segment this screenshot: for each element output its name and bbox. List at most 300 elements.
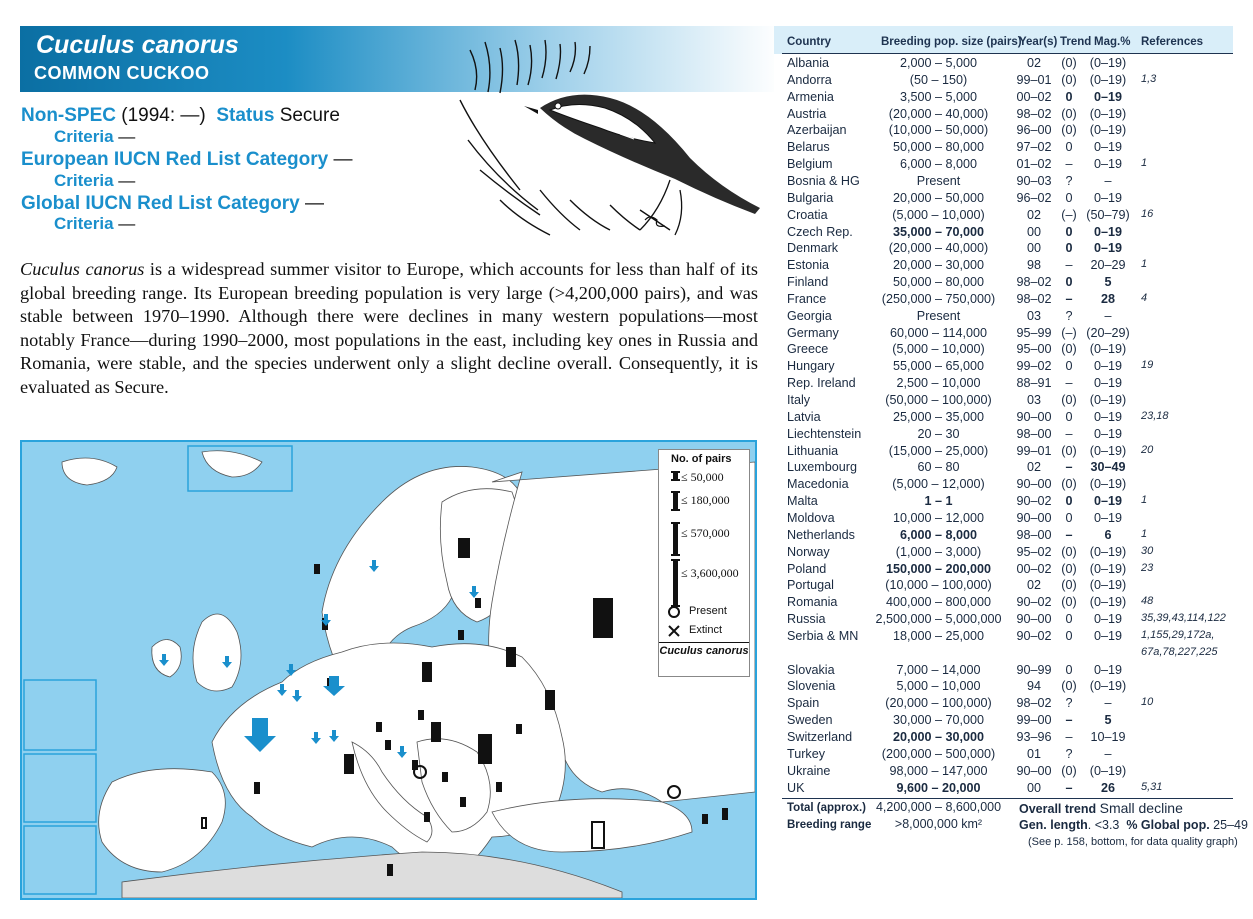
header-rule xyxy=(782,53,1233,54)
cell-trend: 0 xyxy=(1065,409,1073,424)
cell-pop: 50,000 – 80,000 xyxy=(892,140,985,155)
table-row xyxy=(774,393,1233,410)
species-summary xyxy=(20,258,758,400)
total-label: Total (approx.) xyxy=(787,802,867,814)
cell-pop: (5,000 – 12,000) xyxy=(892,477,985,492)
cell-country: Czech Rep. xyxy=(787,224,853,239)
cell-pop: 20,000 – 30,000 xyxy=(892,258,985,273)
cell-year: 96–00 xyxy=(1016,123,1052,138)
cell-year: 98–00 xyxy=(1016,426,1052,441)
cell-year: 03 xyxy=(1026,393,1041,407)
cell-ref: 48 xyxy=(1141,595,1154,608)
cell-mag: – xyxy=(1104,308,1112,323)
table-row xyxy=(774,646,1233,663)
cell-pop: (5,000 – 10,000) xyxy=(892,342,985,357)
cell-ref: 1 xyxy=(1141,527,1148,540)
spec-line xyxy=(21,105,340,127)
cell-year: 98–02 xyxy=(1016,106,1052,121)
spec-label: Non-SPEC xyxy=(21,105,116,126)
cell-trend: – xyxy=(1065,157,1073,172)
cell-mag: 0–19 xyxy=(1093,662,1123,677)
cell-trend: – xyxy=(1065,376,1073,391)
species-scientific-name: Cuculus canorus xyxy=(36,31,239,59)
table-row xyxy=(774,713,1233,730)
cell-country: Switzerland xyxy=(787,730,853,744)
distribution-map xyxy=(20,440,757,900)
overall-value: Small decline xyxy=(1099,800,1183,816)
table-row xyxy=(774,781,1233,798)
range-label: Breeding range xyxy=(787,819,872,831)
gen-length: Gen. length. <3.3 % Global pop. 25–49 xyxy=(1019,818,1248,832)
cell-country: Rep. Ireland xyxy=(787,376,856,391)
cell-year: 02 xyxy=(1026,578,1041,593)
cell-mag: 10–19 xyxy=(1090,730,1126,744)
cell-trend: ? xyxy=(1065,746,1073,761)
population-table xyxy=(774,26,1248,900)
cell-trend: (0) xyxy=(1061,595,1077,610)
cell-trend: 0 xyxy=(1065,89,1073,104)
gen-value: <3.3 xyxy=(1094,818,1120,832)
summary-species-name: Cuculus canorus xyxy=(20,259,145,279)
map-legend xyxy=(658,449,750,677)
cell-mag: (0–19) xyxy=(1089,393,1127,407)
cell-trend: (0) xyxy=(1061,679,1077,694)
cell-country: Luxembourg xyxy=(787,460,858,475)
cell-ref: 20 xyxy=(1141,443,1154,456)
table-row xyxy=(774,376,1233,393)
cell-pop: 2,000 – 5,000 xyxy=(899,56,978,70)
cell-country: Malta xyxy=(787,494,818,509)
cell-country: Andorra xyxy=(787,72,832,87)
cell-trend: – xyxy=(1065,713,1073,728)
cell-trend: – xyxy=(1065,780,1073,795)
cell-trend: – xyxy=(1065,730,1073,744)
cell-year: 96–02 xyxy=(1016,190,1052,205)
cell-year: 95–99 xyxy=(1016,325,1052,340)
table-row xyxy=(774,679,1233,696)
cell-country: Spain xyxy=(787,696,820,711)
cell-trend: – xyxy=(1065,527,1073,542)
cell-country: Azerbaijan xyxy=(787,123,847,138)
cell-ref: 35,39,43,114,122 xyxy=(1141,612,1226,625)
cell-trend: 0 xyxy=(1065,662,1073,677)
total-value: 4,200,000 – 8,600,000 xyxy=(875,800,1002,814)
table-row xyxy=(774,663,1233,680)
table-row xyxy=(774,359,1233,376)
cell-ref: 16 xyxy=(1141,207,1154,220)
cell-trend: (0) xyxy=(1061,393,1077,407)
header-refs: References xyxy=(1141,36,1204,48)
legend-present: Present xyxy=(689,605,727,617)
cell-mag: 0–19 xyxy=(1093,376,1123,391)
cell-mag: – xyxy=(1104,696,1112,711)
cell-ref: 1 xyxy=(1141,157,1148,170)
global-criteria-line xyxy=(54,214,135,234)
cell-trend: (0) xyxy=(1061,477,1077,492)
cell-country: UK xyxy=(787,780,805,795)
cell-year: 00 xyxy=(1026,241,1041,256)
cell-mag: 0–19 xyxy=(1093,510,1123,525)
cell-trend: (0) xyxy=(1061,72,1077,87)
cell-trend: 0 xyxy=(1065,494,1073,509)
cell-pop: 150,000 – 200,000 xyxy=(885,561,992,576)
cell-year: 02 xyxy=(1026,460,1041,475)
cell-country: Belarus xyxy=(787,140,830,155)
cell-pop: 10,000 – 12,000 xyxy=(892,510,985,525)
cell-year: 00 xyxy=(1026,224,1041,239)
cell-year: 00 xyxy=(1026,780,1041,795)
cell-pop: (20,000 – 100,000) xyxy=(885,696,992,711)
cell-year: 98 xyxy=(1026,258,1041,273)
cell-pop: 50,000 – 80,000 xyxy=(892,275,985,290)
cell-mag: 0–19 xyxy=(1093,426,1123,441)
table-row xyxy=(774,410,1233,427)
global-criteria-label: Criteria xyxy=(54,214,114,233)
cell-country: Belgium xyxy=(787,157,833,172)
cell-year: 90–02 xyxy=(1016,628,1052,643)
header-year: Year(s) xyxy=(1019,36,1058,48)
cell-pop: 18,000 – 25,000 xyxy=(892,628,985,643)
criteria-label: Criteria xyxy=(54,127,114,146)
table-row xyxy=(774,444,1233,461)
european-iucn-value: — xyxy=(333,149,353,170)
cell-mag: 0–19 xyxy=(1093,190,1123,205)
cell-pop: 2,500 – 10,000 xyxy=(896,376,981,391)
cell-pop: (10,000 – 50,000) xyxy=(888,123,989,138)
cell-trend: 0 xyxy=(1065,140,1073,155)
cell-year: 90–00 xyxy=(1016,409,1052,424)
cell-pop: 1 – 1 xyxy=(924,494,953,509)
legend-item-3: ≤ 570,000 xyxy=(681,526,730,540)
cell-pop: 9,600 – 20,000 xyxy=(896,780,981,795)
status-label: Status xyxy=(216,105,275,126)
cell-trend: (0) xyxy=(1061,578,1077,593)
cell-trend: (0) xyxy=(1061,56,1077,70)
cell-pop: 5,000 – 10,000 xyxy=(896,679,981,694)
cell-pop: 400,000 – 800,000 xyxy=(885,595,992,610)
legend-symbols xyxy=(667,605,683,641)
table-row xyxy=(774,629,1233,646)
cell-year: 01 xyxy=(1026,746,1041,761)
cell-country: Moldova xyxy=(787,510,835,525)
table-row xyxy=(774,595,1233,612)
table-row xyxy=(774,191,1233,208)
cell-year: 90–00 xyxy=(1016,510,1052,525)
cell-trend: ? xyxy=(1065,308,1073,323)
table-row xyxy=(774,578,1233,595)
cell-country: Romania xyxy=(787,595,838,610)
cell-country: Estonia xyxy=(787,258,830,273)
cell-year: 90–99 xyxy=(1016,662,1052,677)
cell-year: 98–02 xyxy=(1016,696,1052,711)
cell-mag: 0–19 xyxy=(1093,224,1123,239)
cell-year: 02 xyxy=(1026,56,1041,70)
quality-note: (See p. 158, bottom, for data quality graph) xyxy=(1028,836,1238,848)
cell-mag: 0–19 xyxy=(1093,89,1123,104)
cell-year: 99–01 xyxy=(1016,443,1052,458)
global-iucn-label: Global IUCN Red List Category xyxy=(21,193,300,214)
cell-year: 98–00 xyxy=(1016,527,1052,542)
cell-year: 98–02 xyxy=(1016,275,1052,290)
table-row xyxy=(774,477,1233,494)
cell-trend: 0 xyxy=(1065,612,1073,627)
cell-country: Sweden xyxy=(787,713,833,728)
table-row xyxy=(774,764,1233,781)
cell-trend: 0 xyxy=(1065,190,1073,205)
table-row xyxy=(774,494,1233,511)
cell-trend: (0) xyxy=(1061,342,1077,357)
cell-year: 99–01 xyxy=(1016,72,1052,87)
cell-trend: ? xyxy=(1065,696,1073,711)
cell-mag: (0–19) xyxy=(1089,123,1127,138)
cell-ref: 19 xyxy=(1141,359,1154,372)
cell-trend: – xyxy=(1065,460,1073,475)
cell-trend: 0 xyxy=(1065,224,1073,239)
cell-country: Italy xyxy=(787,393,811,407)
cell-year: 97–02 xyxy=(1016,140,1052,155)
cell-year: 00–02 xyxy=(1016,561,1052,576)
table-row xyxy=(774,427,1233,444)
cell-pop: (50 – 150) xyxy=(909,72,968,87)
cell-pop: 20,000 – 50,000 xyxy=(892,190,985,205)
cell-mag: – xyxy=(1104,746,1112,761)
cell-year: 90–00 xyxy=(1016,612,1052,627)
cell-trend: (–) xyxy=(1061,207,1077,222)
cell-year: 98–02 xyxy=(1016,291,1052,306)
legend-item-1: ≤ 50,000 xyxy=(681,470,724,484)
global-pop-value: 25–49 xyxy=(1213,818,1248,832)
cell-trend: 0 xyxy=(1065,628,1073,643)
european-iucn-label: European IUCN Red List Category xyxy=(21,149,329,170)
global-criteria-value: — xyxy=(118,214,136,233)
europe-map xyxy=(22,442,755,898)
cell-country: France xyxy=(787,291,827,306)
spec-year: (1994: —) xyxy=(121,105,206,126)
cell-mag: 0–19 xyxy=(1093,157,1123,172)
cell-pop: Present xyxy=(916,173,961,188)
cell-mag: 0–19 xyxy=(1093,628,1123,643)
cell-country: Netherlands xyxy=(787,527,855,542)
cell-trend: (–) xyxy=(1061,325,1077,340)
cell-pop: (20,000 – 40,000) xyxy=(888,241,989,256)
header-pop: Breeding pop. size (pairs) xyxy=(881,36,1022,48)
cell-country: Austria xyxy=(787,106,827,121)
cell-country: Slovakia xyxy=(787,662,835,677)
cell-mag: (0–19) xyxy=(1089,342,1127,357)
cell-mag: 0–19 xyxy=(1093,494,1123,509)
cell-country: Latvia xyxy=(787,409,821,424)
cell-trend: 0 xyxy=(1065,241,1073,256)
cell-country: Russia xyxy=(787,612,826,627)
legend-title: No. of pairs xyxy=(671,453,732,465)
cell-ref: 30 xyxy=(1141,544,1154,557)
species-common-name: COMMON CUCKOO xyxy=(34,63,210,83)
cell-country: Armenia xyxy=(787,89,834,104)
cell-mag: 0–19 xyxy=(1093,409,1123,424)
legend-species: Cuculus canorus xyxy=(659,645,749,657)
cell-ref: 5,31 xyxy=(1141,780,1163,793)
cell-pop: 2,500,000 – 5,000,000 xyxy=(875,612,1002,627)
cell-mag: 5 xyxy=(1104,275,1112,290)
cell-trend: (0) xyxy=(1061,123,1077,138)
cell-ref: 1 xyxy=(1141,258,1148,271)
cell-country: Turkey xyxy=(787,746,826,761)
cell-pop: 60 – 80 xyxy=(917,460,960,475)
cell-ref: 10 xyxy=(1141,696,1154,709)
cell-ref: 67a,78,227,225 xyxy=(1141,645,1218,658)
cell-pop: 35,000 – 70,000 xyxy=(892,224,985,239)
table-row xyxy=(774,309,1233,326)
cell-country: Finland xyxy=(787,275,829,290)
table-row xyxy=(774,56,1233,73)
cell-mag: (0–19) xyxy=(1089,578,1127,593)
table-row xyxy=(774,460,1233,477)
cell-ref: 1,3 xyxy=(1141,72,1157,85)
table-row xyxy=(774,342,1233,359)
cell-pop: 55,000 – 65,000 xyxy=(892,359,985,374)
table-row xyxy=(774,258,1233,275)
legend-divider xyxy=(659,642,749,643)
cell-pop: (10,000 – 100,000) xyxy=(885,578,992,593)
cell-trend: 0 xyxy=(1065,510,1073,525)
cell-pop: (20,000 – 40,000) xyxy=(888,106,989,121)
cell-country: Bosnia & HG xyxy=(787,173,860,188)
cell-trend: – xyxy=(1065,291,1073,306)
cell-mag: (0–19) xyxy=(1089,595,1127,610)
table-row xyxy=(774,275,1233,292)
cell-year: 94 xyxy=(1026,679,1041,694)
cell-year: 90–00 xyxy=(1016,763,1052,778)
overall-label: Overall trend xyxy=(1019,802,1097,816)
cell-country: Georgia xyxy=(787,308,832,323)
cell-country: Poland xyxy=(787,561,827,576)
global-iucn-line xyxy=(21,193,324,215)
cell-country: Slovenia xyxy=(787,679,836,694)
cell-pop: 20 – 30 xyxy=(917,426,960,441)
table-row xyxy=(774,123,1233,140)
header-trend: Trend xyxy=(1060,36,1092,48)
cell-country: Ukraine xyxy=(787,763,831,778)
cell-country: Liechtenstein xyxy=(787,426,862,441)
cell-country: Denmark xyxy=(787,241,839,256)
table-row xyxy=(774,511,1233,528)
cell-mag: (0–19) xyxy=(1089,544,1127,559)
range-value: >8,000,000 km² xyxy=(894,817,983,831)
summary-text: is a widespread summer visitor to Europe, which accounts for less than half of its global breeding range. Its European breeding population is very large (>4,200,000 pairs), and was stable between 1970–1990. Although there were declines in many western populations—most notably France—during 1990–2000, most populations in the east, including key ones in Russia and Romania, were stable, and the species underwent only a slight decline overall. Consequently, it is evaluated as Secure. xyxy=(20,259,758,397)
criteria-value: — xyxy=(118,127,136,146)
cell-year: 95–02 xyxy=(1016,544,1052,559)
cell-pop: 6,000 – 8,000 xyxy=(899,527,978,542)
cell-country: Lithuania xyxy=(787,443,839,458)
cell-pop: 25,000 – 35,000 xyxy=(892,409,985,424)
cell-mag: (0–19) xyxy=(1089,443,1127,458)
cell-ref: 1 xyxy=(1141,494,1148,507)
cell-pop: (15,000 – 25,000) xyxy=(888,443,989,458)
cell-mag: 5 xyxy=(1104,713,1112,728)
cell-pop: 3,500 – 5,000 xyxy=(899,89,978,104)
table-row xyxy=(774,292,1233,309)
cell-trend: – xyxy=(1065,426,1073,441)
cell-pop: 30,000 – 70,000 xyxy=(892,713,985,728)
cell-trend: – xyxy=(1065,258,1073,273)
cell-country: Hungary xyxy=(787,359,835,374)
cell-year: 88–91 xyxy=(1016,376,1052,391)
legend-item-2: ≤ 180,000 xyxy=(681,493,730,507)
table-row xyxy=(774,208,1233,225)
cell-ref: 4 xyxy=(1141,291,1148,304)
header-country: Country xyxy=(787,36,832,48)
footer-rule xyxy=(782,798,1233,799)
cell-pop: Present xyxy=(916,308,961,323)
cell-mag: (0–19) xyxy=(1089,561,1127,576)
cell-mag: (0–19) xyxy=(1089,106,1127,121)
cell-pop: 7,000 – 14,000 xyxy=(896,662,981,677)
table-row xyxy=(774,241,1233,258)
european-criteria-value: — xyxy=(118,171,136,190)
cell-trend: (0) xyxy=(1061,443,1077,458)
criteria-line xyxy=(54,127,135,147)
cell-trend: (0) xyxy=(1061,763,1077,778)
cell-country: Albania xyxy=(787,56,830,70)
cell-pop: (200,000 – 500,000) xyxy=(881,746,996,761)
header-mag: Mag.% xyxy=(1094,36,1131,48)
cell-pop: 6,000 – 8,000 xyxy=(899,157,978,172)
cell-year: 03 xyxy=(1026,308,1041,323)
table-row xyxy=(774,528,1233,545)
cell-pop: (1,000 – 3,000) xyxy=(895,544,982,559)
cell-year: 90–02 xyxy=(1016,595,1052,610)
cell-ref: 23 xyxy=(1141,561,1154,574)
table-row xyxy=(774,545,1233,562)
cell-year: 90–03 xyxy=(1016,173,1052,188)
cell-country: Germany xyxy=(787,325,839,340)
cell-trend: ? xyxy=(1065,173,1073,188)
european-criteria-line xyxy=(54,171,135,191)
cell-pop: 98,000 – 147,000 xyxy=(889,763,988,778)
cell-pop: 60,000 – 114,000 xyxy=(889,325,988,340)
cell-mag: 0–19 xyxy=(1093,612,1123,627)
cell-mag: 0–19 xyxy=(1093,140,1123,155)
cell-country: Croatia xyxy=(787,207,828,222)
cell-trend: 0 xyxy=(1065,359,1073,374)
cell-mag: 30–49 xyxy=(1090,460,1126,475)
cell-mag: – xyxy=(1104,173,1112,188)
cell-country: Bulgaria xyxy=(787,190,834,205)
table-row xyxy=(774,174,1233,191)
european-criteria-label: Criteria xyxy=(54,171,114,190)
table-row xyxy=(774,696,1233,713)
legend-item-4: ≤ 3,600,000 xyxy=(681,566,739,580)
cell-year: 90–02 xyxy=(1016,494,1052,509)
cell-mag: (0–19) xyxy=(1089,72,1127,87)
cell-pop: (250,000 – 750,000) xyxy=(881,291,996,306)
cell-year: 90–00 xyxy=(1016,477,1052,492)
cell-pop: 20,000 – 30,000 xyxy=(892,730,985,744)
cell-pop: (50,000 – 100,000) xyxy=(885,393,992,407)
cell-country: Serbia & MN xyxy=(787,628,859,643)
table-row xyxy=(774,326,1233,343)
cell-mag: 0–19 xyxy=(1093,359,1123,374)
table-row xyxy=(774,140,1233,157)
cell-mag: (0–19) xyxy=(1089,56,1127,70)
cell-country: Macedonia xyxy=(787,477,849,492)
cell-country: Portugal xyxy=(787,578,834,593)
global-iucn-value: — xyxy=(304,193,324,214)
cell-year: 93–96 xyxy=(1016,730,1052,744)
cell-mag: (50–79) xyxy=(1086,207,1130,222)
table-row xyxy=(774,107,1233,124)
table-row xyxy=(774,730,1233,747)
